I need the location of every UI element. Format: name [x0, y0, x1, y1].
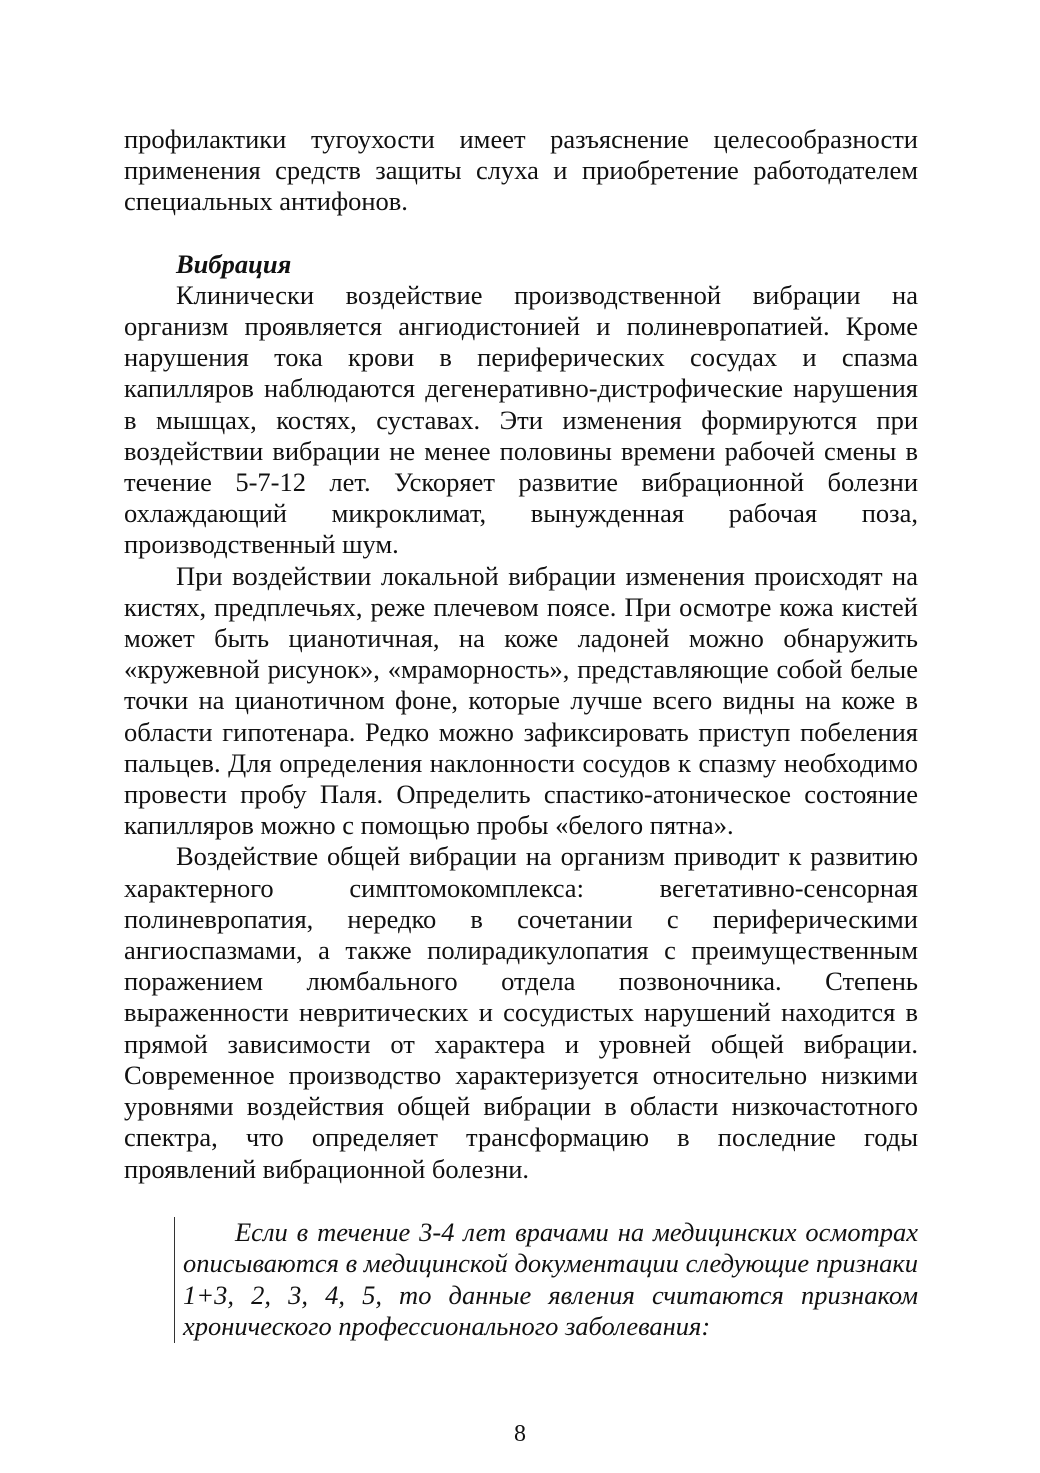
note-text: Если в течение 3-4 лет врачами на медицинских осмотрах описываются в медицинской документации следующие признаки 1+3, 2, 3, 4, 5, то данные явления считаются признаком хронического профессионального заболевания:	[183, 1216, 918, 1342]
body-paragraph: Воздействие общей вибрации на организм приводит к развитию характерного симптомокомплекса: вегетативно-сенсорная полиневропатия, нередко в сочетании с периферическими ангиоспазмами, а также полирадикулопатия с преимущественным поражением люмбального отдела позвоночника. Степень выраженности невритических и сосудистых нарушений находится в прямой зависимости от характера и уровней общей вибрации. Современное производство характеризуется относительно низкими уровнями воздействия общей вибрации в области низкочастотного спектра, что определяет трансформацию в последние годы проявлений вибрационной болезни.	[124, 841, 918, 1184]
page-number: 8	[514, 1421, 526, 1447]
section-heading: Вибрация	[176, 248, 292, 279]
note-block	[174, 1217, 918, 1343]
document-page	[124, 124, 918, 1343]
body-paragraph: Клинически воздействие производственной вибрации на организм проявляется ангиодистонией и полиневропатией. Кроме нарушения тока крови в периферических сосудах и спазма капилляров наблюдаются дегенеративно-дистрофические нарушения в мышцах, костях, суставах. Эти изменения формируются при воздействии вибрации не менее половины времени рабочей смены в течение 5-7-12 лет. Ускоряет развитие вибрационной болезни охлаждающий микроклимат, вынужденная рабочая поза, производственный шум.	[124, 279, 918, 560]
body-paragraph: При воздействии локальной вибрации изменения происходят на кистях, предплечьях, реже плечевом поясе. При осмотре кожа кистей может быть цианотичная, на коже ладоней можно обнаружить «кружевной рисунок», «мраморность», представляющие собой белые точки на цианотичном фоне, которые лучше всего видны на коже в области гипотенара. Редко можно зафиксировать приступ побеления пальцев. Для определения наклонности сосудов к спазму необходимо провести пробу Паля. Определить спастико-атоническое состояние капилляров можно с помощью пробы «белого пятна».	[124, 560, 918, 841]
intro-paragraph: профилактики тугоухости имеет разъяснение целесообразности применения средств защиты слуха и приобретение работодателем специальных антифонов.	[124, 124, 918, 217]
